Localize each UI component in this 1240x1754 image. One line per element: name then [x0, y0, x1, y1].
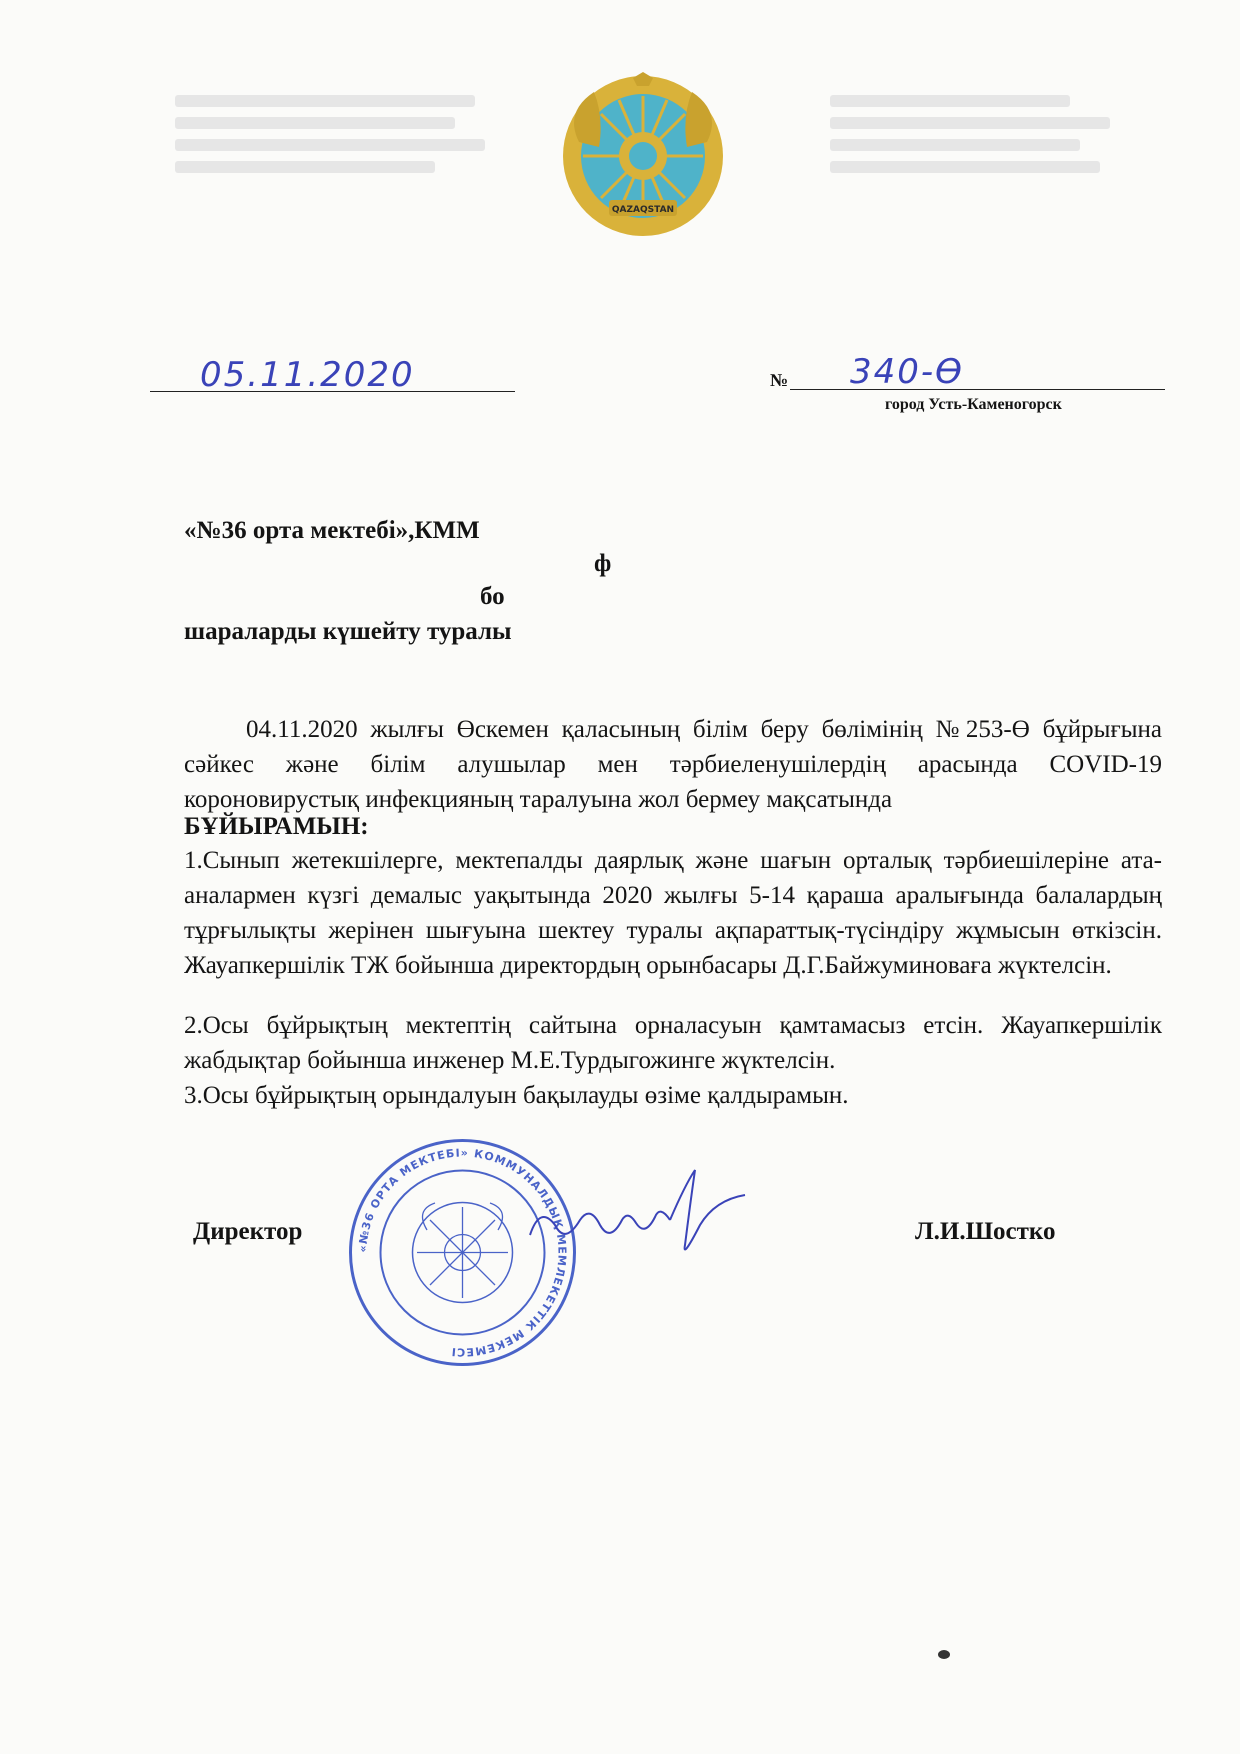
subject-line-1: «№36 орта мектебі»,КММ: [184, 517, 480, 544]
handwritten-signature-icon: [510, 1165, 750, 1275]
order-item: 1.Сынып жетекшілерге, мектепалды даярлық және шағын орталық тәрбиешілеріне ата-аналармен күзгі демалыс уақытында 2020 жылғы 5-14 қараша аралығында балалардың тұрғылықты жерінен шығуына шектеу туралы ақпараттық-түсіндіру жұмысын өткізсін. Жауапкершілік ТЖ бойынша директордың орынбасары Д.Г.Байжуминоваға жүктелсін.: [184, 847, 1162, 979]
subject-line-4: шараларды күшейту туралы: [184, 618, 512, 645]
order-item: 2.Осы бұйрықтың мектептің сайтына орналасуын қамтамасыз етсін. Жауапкершілік жабдықтар бойынша инженер М.Е.Турдыгожинге жүктелсін.: [184, 1012, 1162, 1074]
stamp-ring-text: «№36 ОРТА МЕКТЕБІ» КОММУНАЛДЫҚ МЕМЛЕКЕТТІК МЕКЕМЕСІ: [356, 1146, 569, 1359]
signer-name: Л.И.Шостко: [915, 1218, 1056, 1245]
date-underline: [150, 390, 515, 392]
bleed-through-left: [175, 85, 505, 183]
signer-role: Директор: [193, 1218, 303, 1245]
order-number: 340-Ө: [850, 352, 964, 392]
intro-paragraph: 04.11.2020 жылғы Өскемен қаласының білім беру бөлімінің №253-Ө бұйрығына сәйкес және білім алушылар мен тәрбиеленушілердің арасында COVID-19 короновирустық инфекцияның таралуына жол бермеу мақсатында: [184, 716, 1162, 813]
number-underline: [790, 388, 1165, 390]
scan-speck: [938, 1650, 950, 1659]
order-heading: БҰЙЫРАМЫН:: [184, 813, 369, 840]
number-sign: №: [770, 370, 789, 390]
bleed-through-right: [830, 85, 1130, 183]
emblem-text: QAZAQSTAN: [611, 205, 675, 215]
subject-line-2: ф: [594, 550, 612, 577]
state-emblem-icon: [559, 72, 727, 240]
order-item: 3.Осы бұйрықтың орындалуын бақылауды өзіме қалдырамын.: [184, 1082, 849, 1109]
order-date: 05.11.2020: [200, 355, 415, 395]
city-label: город Усть-Каменогорск: [885, 396, 1062, 413]
subject-line-3: бо: [480, 583, 505, 610]
